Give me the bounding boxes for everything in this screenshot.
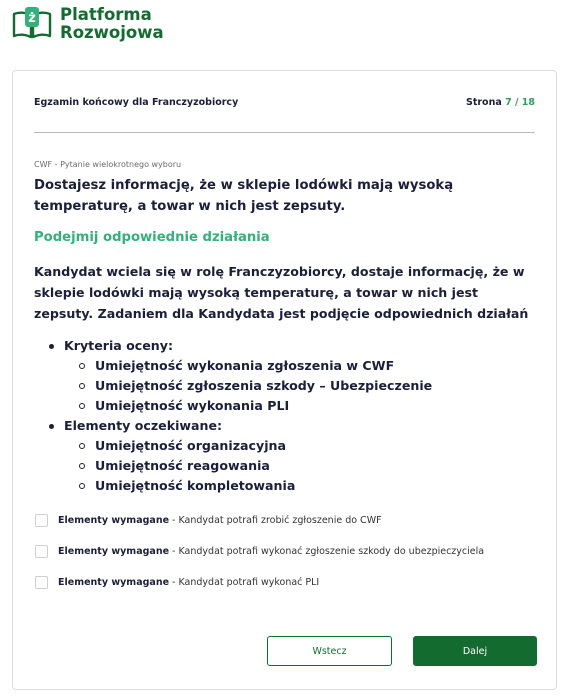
criteria-heading: Kryteria oceny: bbox=[48, 336, 432, 356]
card-header bbox=[34, 95, 535, 109]
expected-heading: Elementy oczekiwane: bbox=[48, 416, 432, 436]
brand-name bbox=[60, 6, 164, 42]
criteria-item: Umiejętność wykonania zgłoszenia w CWF bbox=[48, 356, 432, 376]
option-text[interactable] bbox=[58, 576, 319, 589]
exam-title: Egzamin końcowy dla Franczyzobiorcy bbox=[34, 96, 239, 108]
option-checkbox[interactable] bbox=[35, 514, 48, 527]
question-card bbox=[12, 70, 557, 690]
expected-group bbox=[48, 416, 432, 496]
option-label: Elementy wymagane bbox=[58, 546, 170, 557]
question-title: Dostajesz informację, że w sklepie lodówki mają wysoką temperaturę, a towar w nich jest zepsuty. bbox=[34, 178, 454, 214]
option-checkbox[interactable] bbox=[35, 576, 48, 589]
criteria-item: Umiejętność zgłoszenia szkody – Ubezpieczenie bbox=[48, 376, 432, 396]
criteria-list bbox=[48, 336, 432, 496]
page-label: Strona bbox=[465, 96, 502, 108]
option-text[interactable] bbox=[58, 514, 382, 527]
expected-item: Umiejętność kompletowania bbox=[48, 476, 432, 496]
option-description: - Kandydat potrafi zrobić zgłoszenie do CWF bbox=[169, 515, 382, 526]
svg-text:ż: ż bbox=[28, 11, 36, 26]
option-label: Elementy wymagane bbox=[58, 515, 170, 526]
expected-item: Umiejętność organizacyjna bbox=[48, 436, 432, 456]
expected-item: Umiejętność reagowania bbox=[48, 456, 432, 476]
back-button[interactable]: Wstecz bbox=[267, 636, 392, 666]
brand-line-2: Rozwojowa bbox=[60, 23, 164, 42]
brand-line-1: Platforma bbox=[60, 5, 152, 24]
option-description: - Kandydat potrafi wykonać PLI bbox=[169, 577, 320, 588]
option-checkbox[interactable] bbox=[35, 545, 48, 558]
brand-logo[interactable] bbox=[12, 6, 164, 42]
option-label: Elementy wymagane bbox=[58, 577, 170, 588]
book-logo-icon bbox=[12, 6, 52, 42]
question-type: CWF - Pytanie wielokrotnego wyboru bbox=[34, 160, 182, 169]
next-button[interactable]: Dalej bbox=[413, 636, 537, 666]
criteria-group bbox=[48, 336, 432, 416]
answer-option[interactable] bbox=[35, 545, 484, 576]
answer-option[interactable] bbox=[35, 514, 484, 545]
option-text[interactable] bbox=[58, 545, 484, 558]
answer-option[interactable] bbox=[35, 576, 484, 607]
question-subtitle: Podejmij odpowiednie działania bbox=[34, 230, 270, 245]
option-description: - Kandydat potrafi wykonać zgłoszenie szkody do ubezpieczyciela bbox=[169, 546, 485, 557]
criteria-item: Umiejętność wykonania PLI bbox=[48, 396, 432, 416]
answer-options bbox=[35, 514, 484, 607]
question-description: Kandydat wciela się w rolę Franczyzobiorcy, dostaje informację, że w sklepie lodówki mają wysoką temperaturę, a towar w nich jest zepsuty. Zadaniem dla Kandydata jest podjęcie odpowiednich działań bbox=[34, 264, 529, 321]
page-number: 7 / 18 bbox=[505, 96, 535, 108]
page-counter bbox=[466, 97, 535, 108]
header-divider bbox=[34, 132, 535, 133]
